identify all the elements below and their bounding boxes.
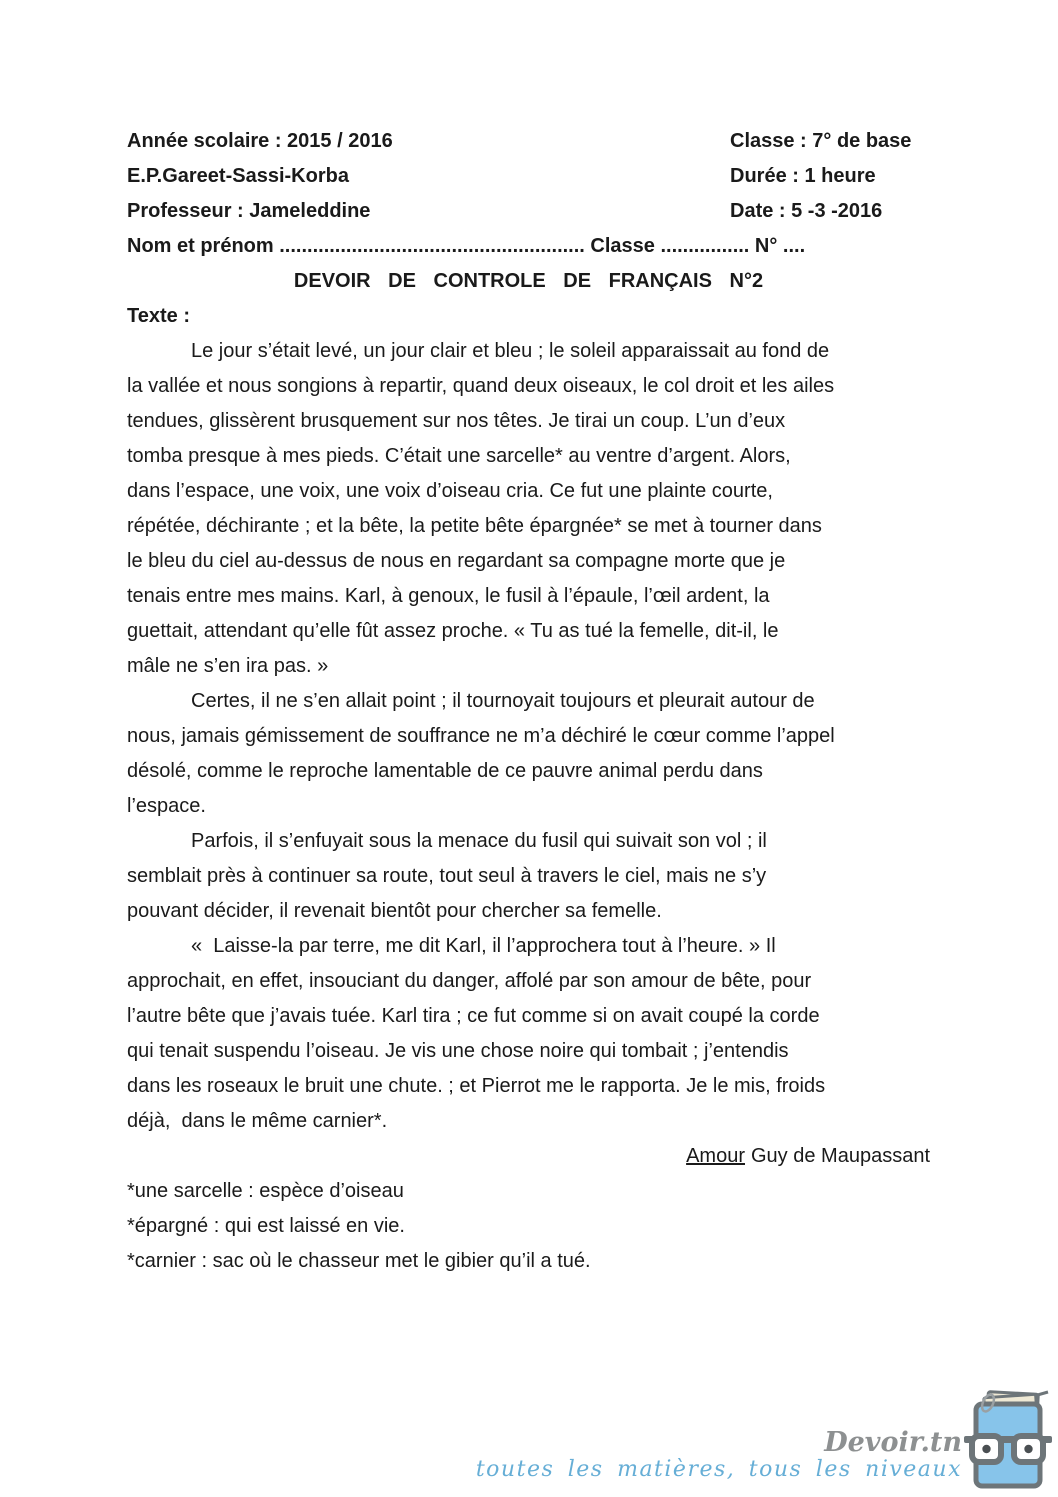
text-line: tomba presque à mes pieds. C’était une sarcelle* au ventre d’argent. Alors, (127, 445, 791, 467)
school-year-label: Année scolaire : 2015 / 2016 (127, 130, 393, 152)
author-name: Guy de Maupassant (751, 1145, 930, 1167)
footnote-line: *une sarcelle : espèce d’oiseau (127, 1180, 404, 1202)
text-line: déjà, dans le même carnier*. (127, 1110, 388, 1132)
footnote-line: *épargné : qui est laissé en vie. (127, 1215, 405, 1237)
text-line: tenais entre mes mains. Karl, à genoux, le fusil à l’épaule, l’œil ardent, la (127, 585, 770, 607)
text-line: nous, jamais gémissement de souffrance ne m’a déchiré le cœur comme l’appel (127, 725, 835, 747)
footnote-line: *carnier : sac où le chasseur met le gibier qu’il a tué. (127, 1250, 591, 1272)
text-line: tendues, glissèrent brusquement sur nos têtes. Je tirai un coup. L’un d’eux (127, 410, 786, 432)
teacher-label: Professeur : Jameleddine (127, 200, 371, 222)
text-line: guettait, attendant qu’elle fût assez proche. « Tu as tué la femelle, dit-il, le (127, 620, 779, 642)
work-title: Amour (686, 1145, 745, 1167)
text-line: pouvant décider, il revenait bientôt pour chercher sa femelle. (127, 900, 662, 922)
text-line: Certes, il ne s’en allait point ; il tournoyait toujours et pleurait autour de (191, 690, 815, 712)
student-name-line: Nom et prénom ....................................................... Classe ................ N° .... (127, 235, 806, 257)
school-name-label: E.P.Gareet-Sassi-Korba (127, 165, 349, 187)
text-line: l’espace. (127, 795, 206, 817)
text-line: la vallée et nous songions à repartir, quand deux oiseaux, le col droit et les ailes (127, 375, 835, 397)
text-line: Parfois, il s’enfuyait sous la menace du fusil qui suivait son vol ; il (191, 830, 767, 852)
text-line: Le jour s’était levé, un jour clair et bleu ; le soleil apparaissait au fond de (191, 340, 830, 362)
text-line: répétée, déchirante ; et la bête, la petite bête épargnée* se met à tourner dans (127, 515, 822, 537)
text-line: l’autre bête que j’avais tuée. Karl tira ; ce fut comme si on avait coupé la corde (127, 1005, 820, 1027)
text-line: le bleu du ciel au-dessus de nous en regardant sa compagne morte que je (127, 550, 786, 572)
text-line: désolé, comme le reproche lamentable de ce pauvre animal perdu dans (127, 760, 763, 782)
devoir-tn-watermark (476, 1389, 1052, 1493)
header-row-3 (127, 194, 930, 229)
duration-label: Durée : 1 heure (730, 165, 876, 187)
reading-text (127, 334, 930, 1139)
text-line: « Laisse-la par terre, me dit Karl, il l’approchera tout à l’heure. » Il (191, 935, 776, 957)
texte-section-label: Texte : (127, 305, 190, 327)
notebook-with-glasses-icon (964, 1389, 1052, 1493)
text-line: dans les roseaux le bruit une chute. ; et Pierrot me le rapporta. Je le mis, froids (127, 1075, 826, 1097)
page-title: DEVOIR DE CONTROLE DE FRANÇAIS N°2 (293, 270, 764, 292)
brand-tagline: toutes les matières, tous les niveaux (475, 1456, 962, 1482)
brand-text-block (475, 1426, 962, 1484)
attribution-line (127, 1139, 930, 1174)
class-label: Classe : 7° de base (730, 130, 912, 152)
header-row-1 (127, 124, 930, 159)
footnotes (127, 1174, 930, 1279)
header-row-2 (127, 159, 930, 194)
date-label: Date : 5 -3 -2016 (730, 200, 883, 222)
text-line: dans l’espace, une voix, une voix d’oiseau cria. Ce fut une plainte courte, (127, 480, 773, 502)
page-content (127, 124, 930, 1279)
text-line: mâle ne s’en ira pas. » (127, 655, 329, 677)
text-line: approchait, en effet, insouciant du danger, affolé par son amour de bête, pour (127, 970, 812, 992)
text-line: qui tenait suspendu l’oiseau. Je vis une chose noire qui tombait ; j’entendis (127, 1040, 789, 1062)
text-line: semblait près à continuer sa route, tout seul à travers le ciel, mais ne s’y (127, 865, 767, 887)
brand-name: Devoir.tn (824, 1426, 962, 1458)
